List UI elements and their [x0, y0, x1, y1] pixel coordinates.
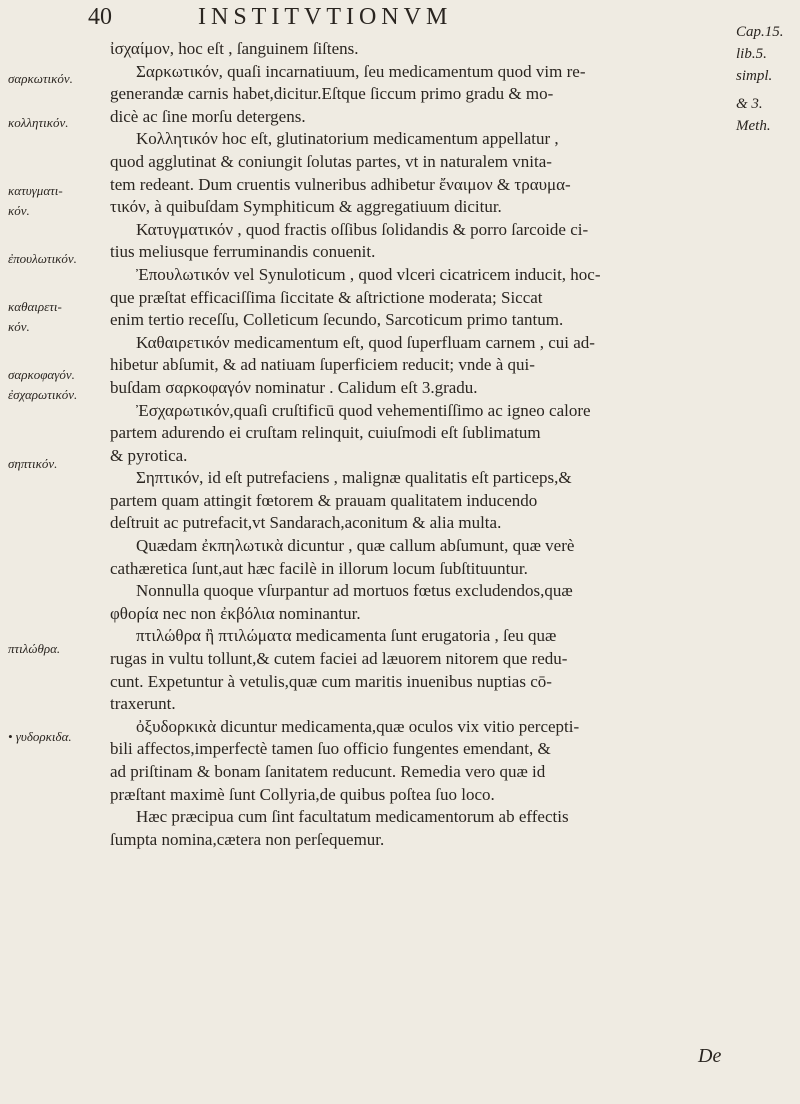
left-margin-notes — [8, 0, 86, 1104]
text-line: cathæretica ſunt,aut hæc facilè in illorum locum ſubſtituuntur. — [110, 558, 528, 578]
text-line: quod agglutinat & coniungit ſolutas partes, vt in naturalem vnita- — [110, 151, 552, 171]
text-line: tem redeant. Dum cruentis vulneribus adhibetur ἔναιμον & τραυμα- — [110, 174, 571, 194]
margin-term: σηπτικόν. — [8, 456, 58, 471]
margin-term: σαρκοφαγόν. — [8, 367, 75, 382]
text-line: cunt. Expetuntur à vetulis,quæ cum maritis inuenibus nuptias cō- — [110, 671, 552, 691]
page-header — [88, 4, 738, 34]
text-line: ad priſtinam & bonam ſanitatem reducunt. Remedia vero quæ id — [110, 762, 546, 781]
text-line: φθορία nec non ἐκβόλια nominantur. — [110, 603, 361, 623]
text-line: hibetur abſumit, & ad natiuam ſuperficiem reducit; vnde à qui- — [110, 355, 535, 375]
text-line: præſtant maximè ſunt Collyria,de quibus poſtea ſuo loco. — [110, 784, 495, 804]
margin-term: ἐσχαρωτικόν. — [8, 387, 78, 402]
text-line: enim tertio receſſu, Colleticum ſecundo, Sarcoticum primo tantum. — [110, 310, 564, 330]
text-line: Ἐσχαρωτικόν,quaſi cruſtificū quod vehementiſſimo ac igneo calore — [136, 400, 591, 420]
text-line: ὀξυδορκικὰ dicuntur medicamenta,quæ oculos vix vitio percepti- — [136, 716, 580, 736]
text-line: partem quam attingit fœtorem & prauam qualitatem inducendo — [110, 490, 538, 510]
text-line: πτιλώθρα ἢ πτιλώματα medicamenta ſunt erugatoria , ſeu quæ — [136, 626, 557, 646]
margin-term: σαρκωτικόν. — [8, 71, 73, 86]
margin-term: καθαιρετι- — [8, 299, 62, 314]
right-margin-notes — [736, 0, 800, 1104]
text-line: Κολλητικόν hoc eſt, glutinatorium medicamentum appellatur , — [136, 129, 559, 149]
body-text — [110, 38, 730, 851]
margin-term: κόν. — [8, 319, 30, 334]
page-number: 40 — [88, 4, 112, 30]
text-line: Nonnulla quoque vſurpantur ad mortuos fœtus excludendos,quæ — [136, 581, 573, 601]
margin-term: κολλητικόν. — [8, 115, 69, 130]
margin-term: πτιλώθρα. — [8, 641, 61, 656]
text-line: Hæc præcipua cum ſint facultatum medicamentorum ab effectis — [136, 807, 569, 827]
text-line: Σηπτικόν, id eſt putrefaciens , malignæ qualitatis eſt particeps,& — [136, 468, 572, 488]
text-line: & pyrotica. — [110, 445, 188, 465]
text-line: Σαρκωτικόν, quaſi incarnatiuum, ſeu medicamentum quod vim re- — [136, 61, 586, 81]
margin-term: κόν. — [8, 203, 30, 218]
text-line: ſumpta nomina,cætera non perſequemur. — [110, 829, 385, 849]
margin-term: ἐπουλωτικόν. — [8, 251, 77, 266]
margin-reference: lib.5. — [736, 46, 767, 62]
text-line: Κατυγματικόν , quod fractis oſſibus ſolidandis & porro ſarcoide ci- — [136, 219, 589, 239]
catchword: De — [698, 1045, 722, 1067]
text-line: dicè ac ſine morſu detergens. — [110, 106, 306, 126]
text-line: traxerunt. — [110, 694, 176, 714]
text-line: deſtruit ac putrefacit,vt Sandarach,aconitum & alia multa. — [110, 513, 502, 533]
text-line: rugas in vultu tollunt,& cutem faciei ad læuorem nitorem que redu- — [110, 649, 568, 669]
text-line: buſdam σαρκοφαγόν nominatur . Calidum eſt 3.gradu. — [110, 377, 478, 397]
text-line: Ἐπουλωτικόν vel Synuloticum , quod vlceri cicatricem inducit, hoc- — [136, 264, 601, 284]
margin-reference: & 3. — [736, 96, 763, 112]
text-line: partem adurendo ei cruſtam relinquit, cuiuſmodi eſt ſublimatum — [110, 423, 541, 443]
text-line: Καθαιρετικόν medicamentum eſt, quod ſuperfluam carnem , cui ad- — [136, 332, 595, 352]
margin-term: κατυγματι- — [8, 183, 63, 198]
text-line: ἰσχαίμον, hoc eſt , ſanguinem ſiſtens. — [110, 39, 359, 58]
text-line: τικόν, à quibuſdam Symphiticum & aggregatiuum dicitur. — [110, 197, 502, 217]
text-line: Quædam ἐκπηλωτικὰ dicuntur , quæ callum abſumunt, quæ verè — [136, 536, 575, 556]
margin-reference: Cap.15. — [736, 24, 784, 40]
margin-reference: simpl. — [736, 68, 773, 84]
text-line: bili affectos,imperfectè tamen ſuo officio fungentes emendant, & — [110, 739, 551, 759]
text-line: que præſtat efficaciſſima ſiccitate & aſtrictione moderata; Siccat — [110, 287, 543, 307]
running-head: INSTITVTIONVM — [198, 4, 453, 30]
margin-reference: Meth. — [736, 118, 771, 134]
text-line: generandæ carnis habet,dicitur.Eſtque ſiccum primo gradu & mo- — [110, 84, 554, 104]
text-line: tius meliusque ferruminandis conuenit. — [110, 242, 376, 262]
margin-term: • γυδορκιδα. — [8, 729, 72, 744]
